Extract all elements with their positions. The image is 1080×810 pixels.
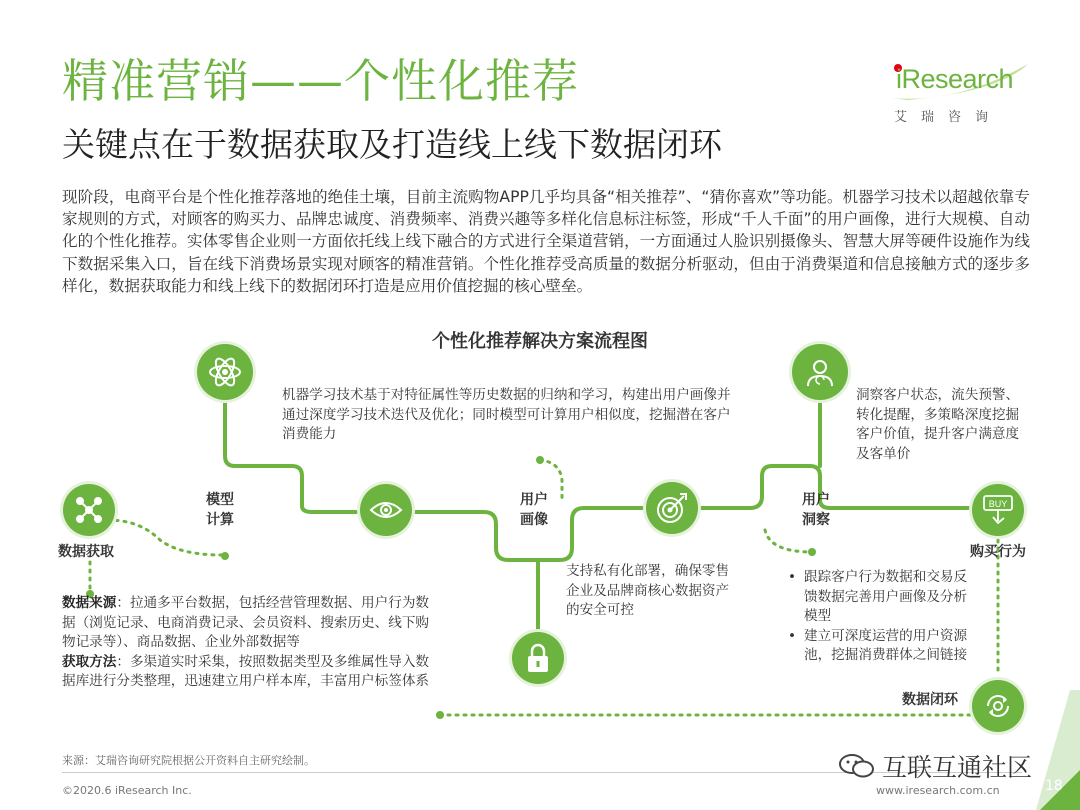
loop-bullet: • 跟踪客户行为数据和交易反馈数据完善用户画像及分析模型 [804, 568, 980, 627]
data-source-label: 数据来源 [62, 595, 117, 611]
page-title: 精准营销——个性化推荐 [62, 54, 579, 108]
model-compute-label-line2: 计算 [206, 512, 234, 528]
purchase-label: 购买行为 [970, 544, 1026, 560]
data-source-text: ：拉通多平台数据，包括经营管理数据、用户行为数据（浏览记录、电商消费记录、会员资料、搜索历史、线下购物记录等）、商品数据、企业外部数据等 [62, 595, 430, 651]
page-number: 18 [1045, 778, 1063, 794]
flowchart-title: 个性化推荐解决方案流程图 [432, 331, 648, 352]
insight-description: 洞察客户状态，流失预警、转化提醒，多策略深度挖掘客户价值，提升客户满意度及客单价 [856, 387, 1020, 462]
intro-paragraph: 现阶段，电商平台是个性化推荐落地的绝佳土壤，目前主流购物APP几乎均具备“相关推荐”、“猜你喜欢”等功能。机器学习技术以超越依靠专家规则的方式，对顾客的购买力、品牌忠诚度、消费频率、消费兴趣等多样化信息标注标签，形成“千人千面”的用户画像，进行大规模、自动化的个性化推荐。实体零售企业则一方面依托线上线下融合的方式进行全渠道营销，一方面通过人脸识别摄像头、智慧大屏等硬件设施作为线下数据采集入口，旨在线下消费场景实现对顾客的精准营销。个性化推荐受高质量的数据分析驱动，但由于消费渠道和信息接触方式的逐步多样化，数据获取能力和线上线下的数据闭环打造是应用价值挖掘的核心壁垒。 [62, 188, 1030, 295]
ml-description: 机器学习技术基于对特征属性等历史数据的归纳和学习，构建出用户画像并通过深度学习技术迭代及优化；同时模型可计算用户相似度，挖掘潜在客户消费能力 [282, 387, 731, 443]
logo-text: iResearch [896, 64, 1014, 94]
user-portrait-label-line2: 画像 [520, 512, 548, 528]
private-deploy-description: 支持私有化部署，确保零售企业及品牌商核心数据资产的安全可控 [566, 563, 730, 619]
user-portrait-label-line1: 用户 [520, 492, 548, 508]
acquisition-method-label: 获取方法 [62, 653, 117, 670]
website-link[interactable]: www.iresearch.com.cn [876, 784, 1000, 797]
data-acquisition-label: 数据获取 [58, 544, 114, 560]
page-subtitle: 关键点在于数据获取及打造线上线下数据闭环 [62, 125, 722, 164]
data-loop-label: 数据闭环 [902, 692, 958, 708]
loop-bullet: • 建立可深度运营的用户资源池，挖掘消费群体之间链接 [804, 627, 980, 666]
buy-badge-text: BUY [988, 499, 1008, 509]
user-insight-label-line2: 洞察 [802, 512, 830, 528]
source-note: 来源：艾瑞咨询研究院根据公开资料自主研究绘制。 [62, 754, 315, 767]
acquisition-method-text: ：多渠道实时采集，按照数据类型及多维属性导入数据库进行分类整理，迅速建立用户样本库，丰富用户标签体系 [62, 653, 430, 690]
watermark-text: 互联互通社区 [882, 753, 1033, 782]
user-insight-label-line1: 用户 [802, 492, 830, 508]
copyright: ©2020.6 iResearch Inc. [62, 784, 192, 797]
logo-subtext: 艾瑞咨询 [894, 110, 1003, 125]
model-compute-label-line1: 模型 [206, 492, 234, 508]
